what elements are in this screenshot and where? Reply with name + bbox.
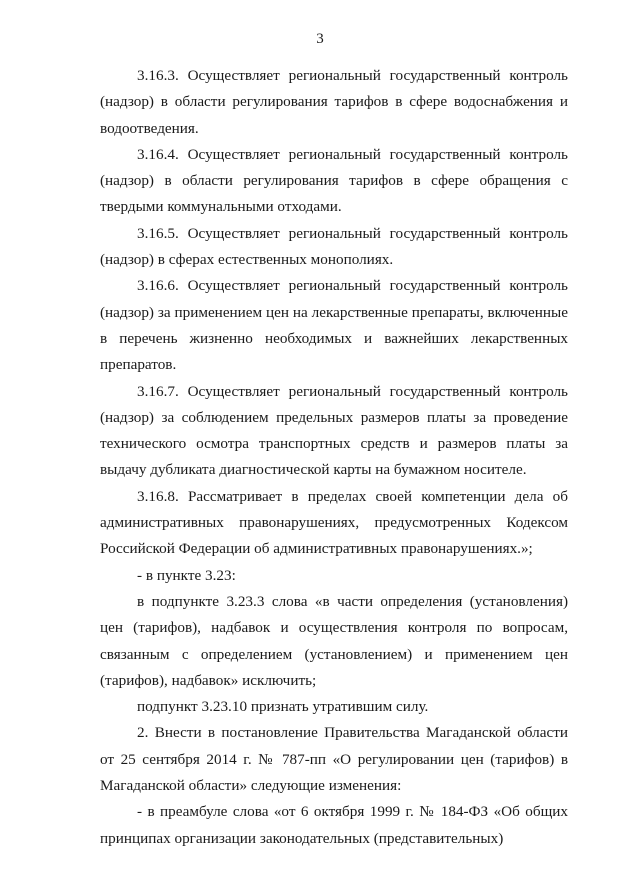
- page-number: 3: [316, 31, 324, 47]
- document-body: [100, 63, 568, 852]
- paragraph-subitem-3-23-3: в подпункте 3.23.3 слова «в части определения (установления) цен (тарифов), надбавок и осуществления контроля по вопросам, связанным с определением (установлением) и применением цен (тарифов), надбавок» исключить;: [100, 592, 568, 689]
- paragraph-subitem-3-23-10: подпункт 3.23.10 признать утратившим силу.: [137, 698, 429, 716]
- paragraph-item-3-23: - в пункте 3.23:: [137, 566, 236, 584]
- paragraph-3-16-4: 3.16.4. Осуществляет региональный государственный контроль (надзор) в области регулирования тарифов в сфере обращения с твердыми коммунальными отходами.: [100, 145, 568, 216]
- paragraph-3-16-6: 3.16.6. Осуществляет региональный государственный контроль (надзор) за применением цен на лекарственные препараты, включенные в перечень жизненно необходимых и важнейших лекарственных препаратов.: [100, 277, 568, 374]
- paragraph-section-2: 2. Внести в постановление Правительства Магаданской области от 25 сентября 2014 г. № 787-пп «О регулировании цен (тарифов) в Магаданской области» следующие изменения:: [100, 724, 568, 795]
- paragraph-3-16-5: 3.16.5. Осуществляет региональный государственный контроль (надзор) в сферах естественных монополиях.: [100, 224, 568, 269]
- paragraph-preamble-change: - в преамбуле слова «от 6 октября 1999 г. № 184-ФЗ «Об общих принципах организации законодательных (представительных): [100, 803, 568, 847]
- paragraph-3-16-8: 3.16.8. Рассматривает в пределах своей компетенции дела об административных правонарушениях, предусмотренных Кодексом Российской Федерации об административных правонарушениях.»;: [100, 487, 568, 558]
- paragraph-3-16-7: 3.16.7. Осуществляет региональный государственный контроль (надзор) за соблюдением предельных размеров платы за проведение технического осмотра транспортных средств и размеров платы за выдачу дубликата диагностической карты на бумажном носителе.: [100, 382, 568, 479]
- paragraph-3-16-3: 3.16.3. Осуществляет региональный государственный контроль (надзор) в области регулирования тарифов в сфере водоснабжения и водоотведения.: [100, 67, 568, 137]
